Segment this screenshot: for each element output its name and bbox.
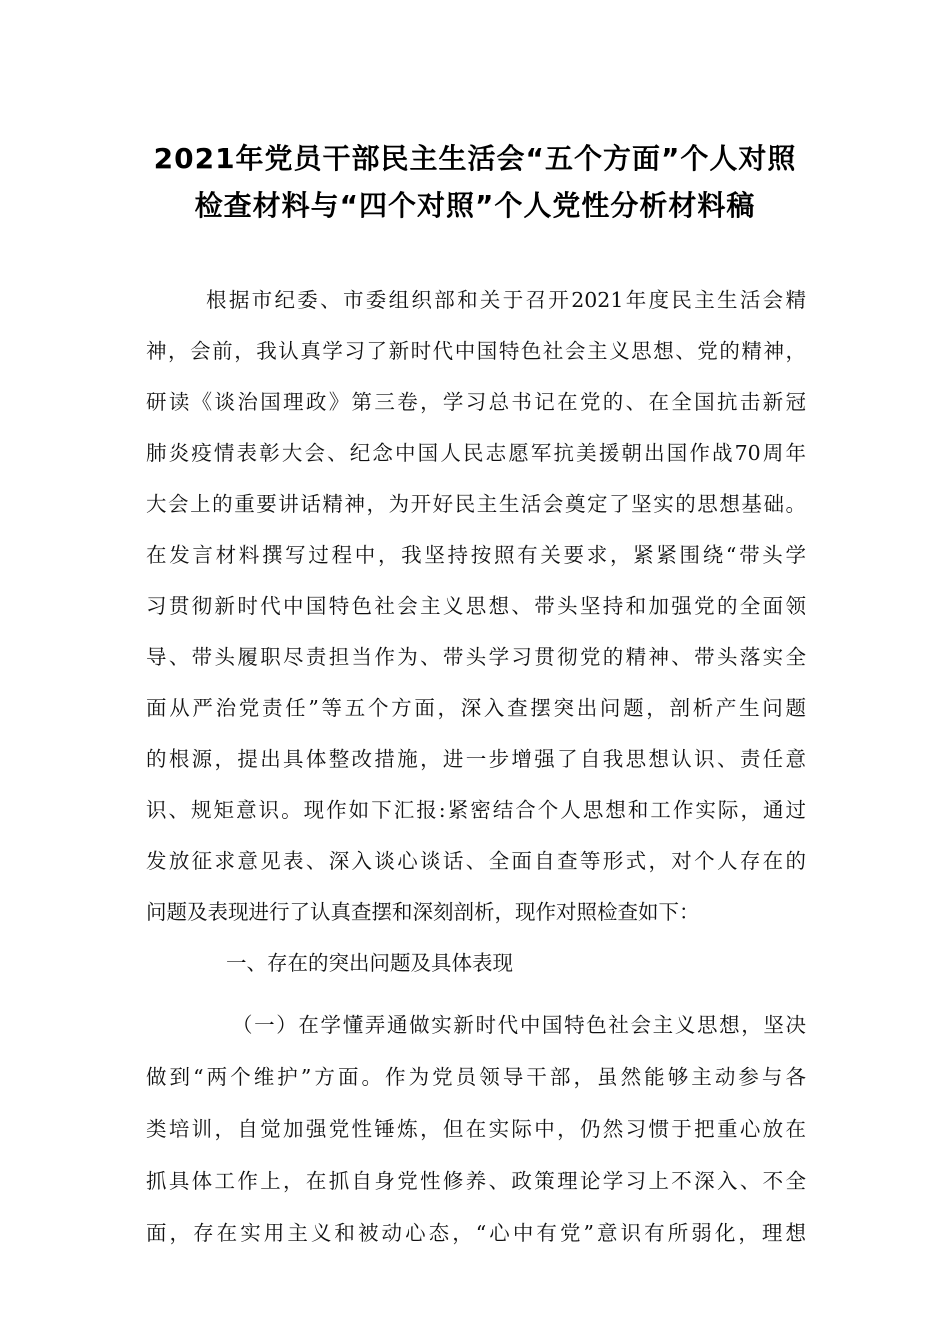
body-text-line: 识、规矩意识。现作如下汇报:紧密结合个人思想和工作实际，通过 (146, 798, 806, 822)
body-text-line: 肺炎疫情表彰大会、纪念中国人民志愿军抗美援朝出国作战70周年 (146, 441, 806, 465)
body-text-line: 抓具体工作上，在抓自身党性修养、政策理论学习上不深入、不全 (146, 1169, 806, 1193)
body-text-line: 习贯彻新时代中国特色社会主义思想、带头坚持和加强党的全面领 (146, 594, 806, 618)
body-text-line: 面从严治党责任”等五个方面，深入查摆突出问题，剖析产生问题 (146, 696, 806, 720)
document-title-line-1: 2021年党员干部民主生活会“五个方面”个人对照 (153, 142, 797, 175)
section-heading: 一、存在的突出问题及具体表现 (226, 951, 513, 975)
body-text-line: 类培训，自觉加强党性锤炼，但在实际中，仍然习惯于把重心放在 (146, 1117, 806, 1141)
body-text-line: 发放征求意见表、深入谈心谈话、全面自查等形式，对个人存在的 (146, 849, 806, 873)
body-text-line: 面，存在实用主义和被动心态，“心中有党”意识有所弱化，理想 (146, 1221, 806, 1245)
body-text-line: 根据市纪委、市委组织部和关于召开2021年度民主生活会精 (206, 288, 806, 312)
body-text-line: 的根源，提出具体整改措施，进一步增强了自我思想认识、责任意 (146, 747, 806, 771)
body-text-line: 问题及表现进行了认真查摆和深刻剖析，现作对照检查如下： (146, 900, 700, 924)
body-text-line: 做到“两个维护”方面。作为党员领导干部，虽然能够主动参与各 (146, 1065, 806, 1089)
body-text-line: 研读《谈治国理政》第三卷，学习总书记在党的、在全国抗击新冠 (146, 390, 806, 414)
body-text-line: 大会上的重要讲话精神，为开好民主生活会奠定了坚实的思想基础。 (146, 492, 806, 516)
body-text-line: 导、带头履职尽责担当作为、带头学习贯彻党的精神、带头落实全 (146, 645, 806, 669)
body-text-line: 在发言材料撰写过程中，我坚持按照有关要求，紧紧围绕“带头学 (146, 543, 806, 567)
document-title-line-2: 检查材料与“四个对照”个人党性分析材料稿 (194, 189, 756, 222)
body-text-line: 神，会前，我认真学习了新时代中国特色社会主义思想、党的精神， (146, 339, 806, 363)
subsection-heading-line: （一）在学懂弄通做实新时代中国特色社会主义思想，坚决 (232, 1013, 806, 1037)
